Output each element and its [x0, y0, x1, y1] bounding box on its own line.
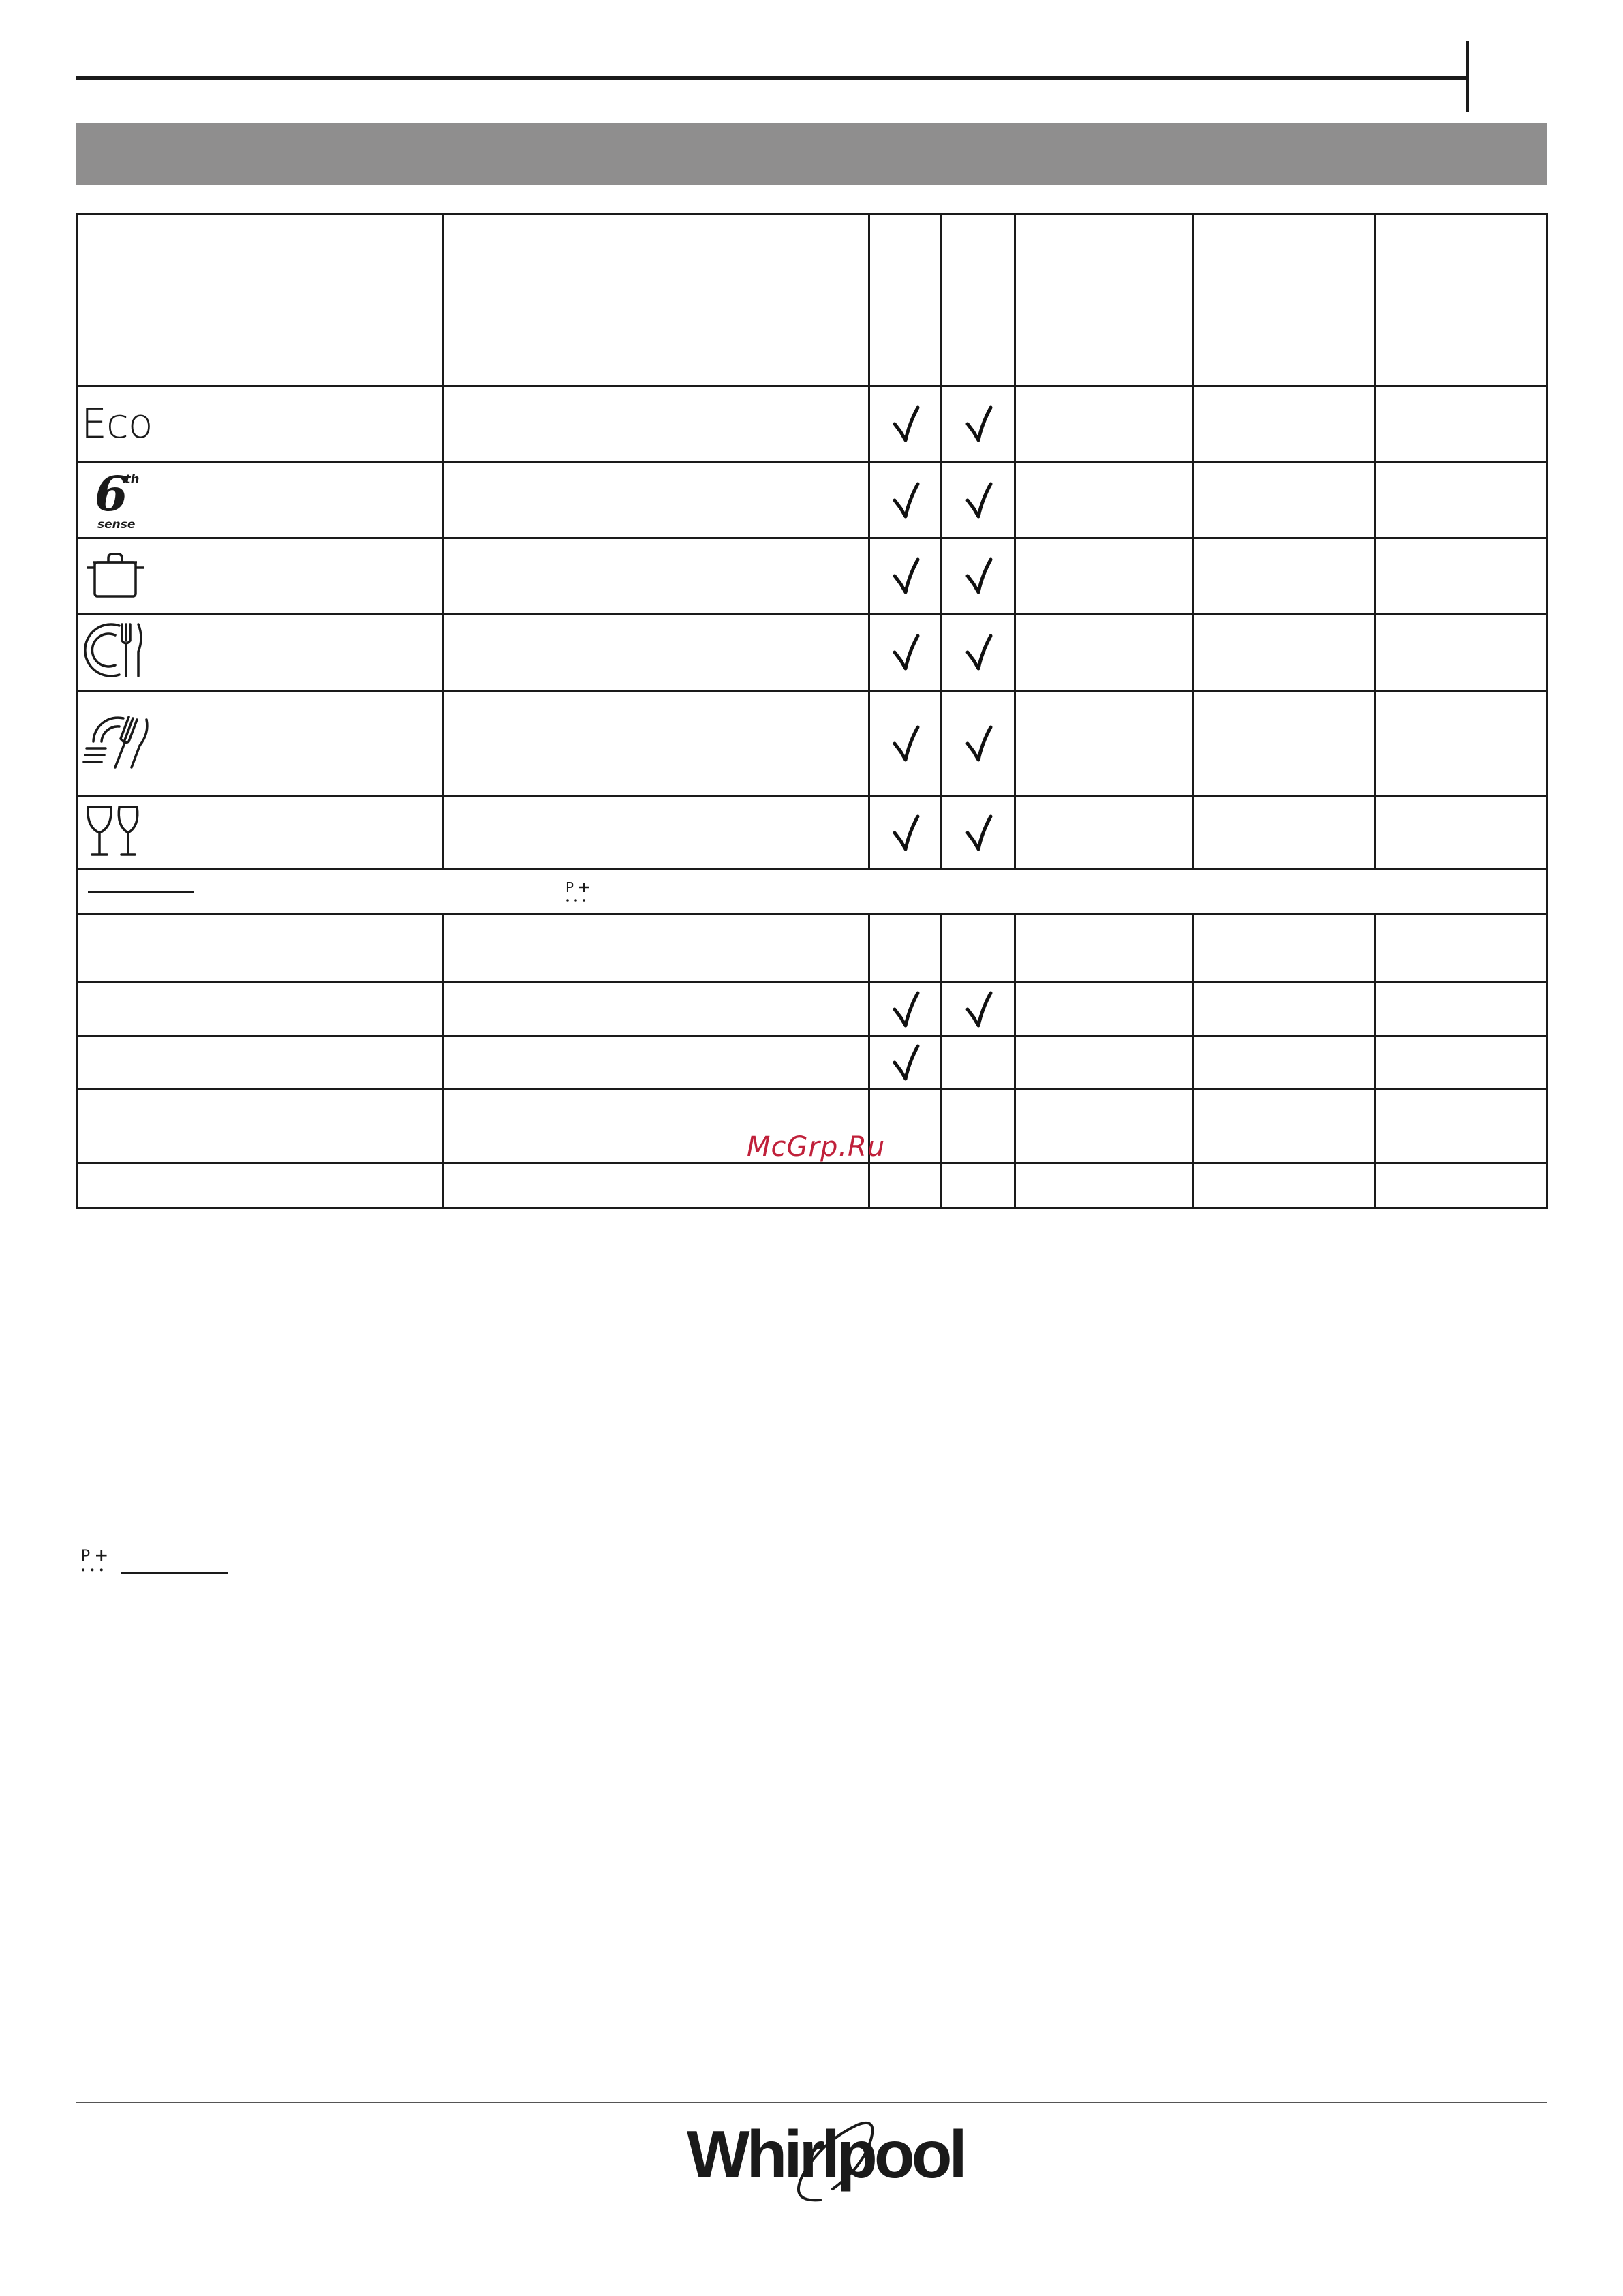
- option-row: [78, 1163, 1547, 1208]
- check-mark-icon: [891, 632, 921, 673]
- check-mark-icon: [963, 480, 993, 521]
- check-cell: [942, 796, 1015, 870]
- fast-plate-cutlery-icon: [81, 709, 156, 774]
- check-mark-icon: [891, 723, 921, 764]
- svg-text:P: P: [80, 1547, 91, 1565]
- check-mark-icon: [963, 989, 993, 1030]
- option-p-plus-icon: [79, 1547, 113, 1574]
- check-cell: [942, 914, 1015, 983]
- header-cell: [78, 214, 444, 386]
- svg-text:6: 6: [95, 465, 128, 523]
- program-row: [78, 690, 1547, 795]
- check-cell: [942, 983, 1015, 1036]
- check-cell: [869, 690, 942, 795]
- check-mark-icon: [891, 989, 921, 1030]
- header-cell: [1375, 214, 1547, 386]
- check-cell: [869, 796, 942, 870]
- option-row: [78, 914, 1547, 983]
- check-cell: [942, 1089, 1015, 1163]
- svg-text:P: P: [566, 880, 574, 896]
- section-header-band: [76, 123, 1547, 185]
- check-cell: [869, 1163, 942, 1208]
- check-mark-icon: [963, 403, 993, 444]
- check-cell: [869, 1036, 942, 1089]
- check-cell: [869, 914, 942, 983]
- check-cell: [942, 462, 1015, 538]
- brand-wordmark: Whirlpool: [687, 2117, 964, 2192]
- check-cell: [942, 613, 1015, 690]
- programs-table: [76, 213, 1548, 1209]
- header-cell: [1015, 214, 1194, 386]
- check-mark-icon: [963, 555, 993, 596]
- header-cell: [1194, 214, 1375, 386]
- watermark-text: McGrp.Ru: [747, 1131, 886, 1163]
- check-cell: [869, 386, 942, 462]
- option-row: [78, 1036, 1547, 1089]
- pot-icon: [81, 543, 149, 604]
- note-underline: [121, 1572, 228, 1574]
- program-row: [78, 796, 1547, 870]
- program-row: [78, 462, 1547, 538]
- check-cell: [869, 538, 942, 613]
- check-cell: [869, 983, 942, 1036]
- check-mark-icon: [963, 632, 993, 673]
- legend-underline: [88, 891, 194, 893]
- option-p-plus-icon: [564, 880, 594, 904]
- program-row: [78, 613, 1547, 690]
- check-cell: [942, 386, 1015, 462]
- sixth-sense-logo: [81, 464, 156, 532]
- check-cell: [869, 462, 942, 538]
- check-cell: [942, 1036, 1015, 1089]
- check-cell: [942, 538, 1015, 613]
- check-cell: [942, 1163, 1015, 1208]
- check-cell: [869, 613, 942, 690]
- check-mark-icon: [963, 723, 993, 764]
- program-row: [78, 386, 1547, 462]
- footer-rule: [76, 2102, 1547, 2103]
- top-rule: [76, 76, 1466, 80]
- wine-glasses-icon: [81, 800, 149, 861]
- options-legend-row: [78, 870, 1547, 914]
- check-mark-icon: [963, 812, 993, 853]
- top-rule-tick: [1466, 41, 1469, 112]
- svg-text:sense: sense: [97, 518, 136, 532]
- check-mark-icon: [891, 403, 921, 444]
- check-mark-icon: [891, 1042, 921, 1083]
- option-row: [78, 983, 1547, 1036]
- header-cell: [444, 214, 869, 386]
- header-cell: [869, 214, 942, 386]
- check-mark-icon: [891, 480, 921, 521]
- header-cell: [942, 214, 1015, 386]
- whirlpool-logo: [687, 2113, 964, 2208]
- table-header-row: [78, 214, 1547, 386]
- check-mark-icon: [891, 555, 921, 596]
- svg-text:th: th: [125, 472, 140, 487]
- program-row: [78, 538, 1547, 613]
- plate-cutlery-icon: [81, 617, 149, 683]
- eco-label: Eco: [81, 400, 153, 448]
- check-cell: [942, 690, 1015, 795]
- check-mark-icon: [891, 812, 921, 853]
